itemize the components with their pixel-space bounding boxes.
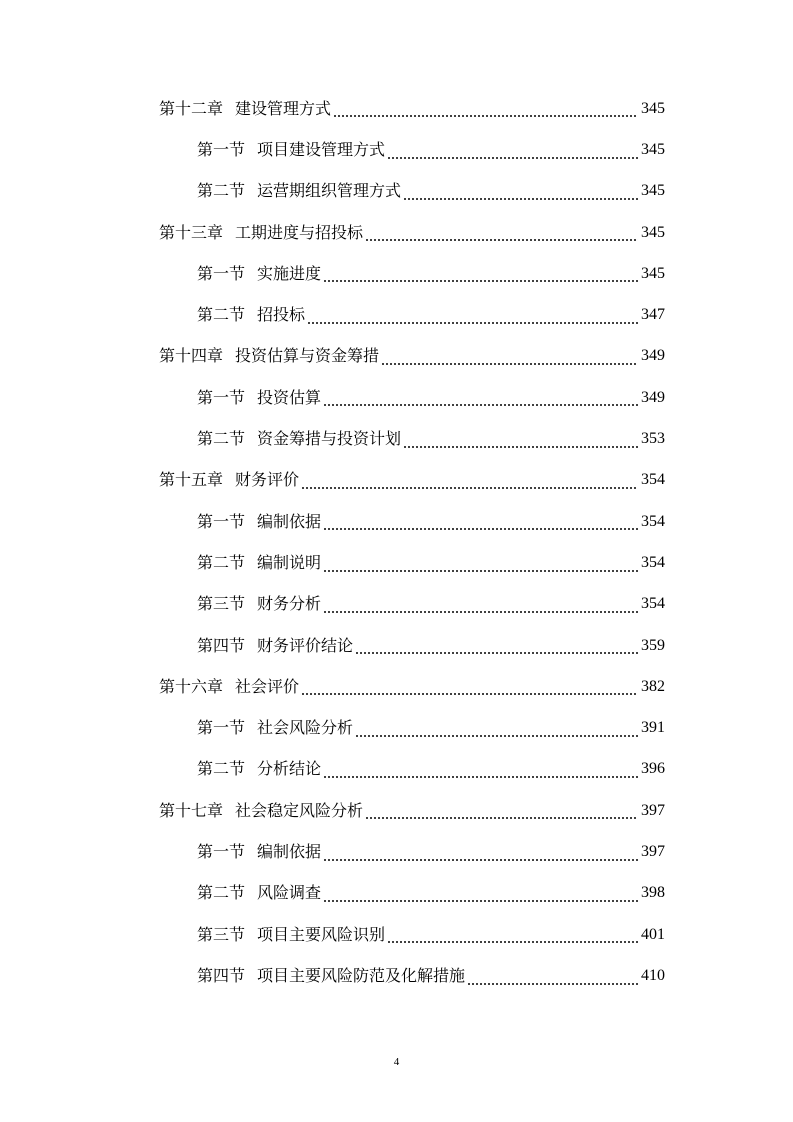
- toc-entry-label: 第十四章: [159, 346, 224, 366]
- toc-chapter-entry[interactable]: [0, 790, 793, 831]
- toc-dot-leader: [467, 983, 638, 985]
- toc-entry-label: 第十三章: [159, 222, 224, 242]
- toc-entry-title: 项目主要风险防范及化解措施: [257, 965, 466, 985]
- toc-chapter-entry[interactable]: [0, 666, 793, 707]
- toc-entry-title: 财务评价结论: [257, 635, 354, 655]
- toc-chapter-entry[interactable]: [0, 336, 793, 377]
- toc-entry-page-number: 354: [641, 512, 665, 530]
- toc-entry-title: 财务分析: [257, 594, 322, 614]
- toc-dot-leader: [333, 115, 638, 117]
- toc-entry-title: 建设管理方式: [235, 98, 332, 118]
- table-of-contents: [0, 88, 793, 997]
- toc-section-entry[interactable]: [0, 501, 793, 542]
- toc-entry-page-number: 382: [641, 677, 665, 695]
- toc-entry-label: 第一节: [197, 139, 246, 159]
- toc-entry-label: 第三节: [197, 924, 246, 944]
- toc-entry-page-number: 396: [641, 760, 665, 778]
- toc-entry-page-number: 345: [641, 99, 665, 117]
- toc-entry-label: 第二节: [197, 552, 246, 572]
- toc-entry-page-number: 397: [641, 801, 665, 819]
- toc-section-entry[interactable]: [0, 253, 793, 294]
- toc-entry-page-number: 401: [641, 925, 665, 943]
- toc-dot-leader: [355, 735, 638, 737]
- toc-section-entry[interactable]: [0, 749, 793, 790]
- toc-entry-page-number: 353: [641, 430, 665, 448]
- toc-entry-label: 第十七章: [159, 800, 224, 820]
- toc-section-entry[interactable]: [0, 914, 793, 955]
- toc-section-entry[interactable]: [0, 294, 793, 335]
- toc-entry-label: 第十六章: [159, 676, 224, 696]
- toc-entry-page-number: 349: [641, 388, 665, 406]
- toc-entry-label: 第二节: [197, 759, 246, 779]
- toc-section-entry[interactable]: [0, 377, 793, 418]
- toc-dot-leader: [355, 652, 638, 654]
- toc-entry-page-number: 397: [641, 842, 665, 860]
- toc-entry-title: 分析结论: [257, 759, 322, 779]
- toc-entry-title: 招投标: [257, 305, 306, 325]
- toc-entry-label: 第一节: [197, 841, 246, 861]
- toc-section-entry[interactable]: [0, 955, 793, 996]
- toc-dot-leader: [403, 198, 638, 200]
- toc-entry-title: 财务评价: [235, 470, 300, 490]
- toc-dot-leader: [323, 528, 638, 530]
- toc-dot-leader: [307, 322, 638, 324]
- toc-entry-page-number: 349: [641, 347, 665, 365]
- toc-chapter-entry[interactable]: [0, 460, 793, 501]
- toc-entry-title: 项目主要风险识别: [257, 924, 386, 944]
- toc-entry-page-number: 345: [641, 264, 665, 282]
- toc-entry-label: 第十二章: [159, 98, 224, 118]
- toc-section-entry[interactable]: [0, 707, 793, 748]
- toc-entry-page-number: 347: [641, 306, 665, 324]
- toc-section-entry[interactable]: [0, 418, 793, 459]
- toc-entry-page-number: 354: [641, 553, 665, 571]
- toc-section-entry[interactable]: [0, 873, 793, 914]
- toc-entry-label: 第一节: [197, 263, 246, 283]
- toc-entry-label: 第二节: [197, 181, 246, 201]
- toc-chapter-entry[interactable]: [0, 88, 793, 129]
- toc-entry-label: 第二节: [197, 305, 246, 325]
- toc-entry-label: 第一节: [197, 387, 246, 407]
- toc-entry-title: 风险调查: [257, 883, 322, 903]
- toc-entry-title: 投资估算: [257, 387, 322, 407]
- toc-entry-label: 第一节: [197, 718, 246, 738]
- toc-entry-page-number: 345: [641, 223, 665, 241]
- toc-entry-page-number: 345: [641, 182, 665, 200]
- toc-entry-page-number: 345: [641, 140, 665, 158]
- toc-entry-label: 第二节: [197, 429, 246, 449]
- toc-entry-label: 第三节: [197, 594, 246, 614]
- toc-entry-label: 第一节: [197, 511, 246, 531]
- toc-entry-title: 资金筹措与投资计划: [257, 429, 402, 449]
- toc-dot-leader: [387, 157, 638, 159]
- toc-entry-label: 第十五章: [159, 470, 224, 490]
- toc-entry-title: 社会稳定风险分析: [235, 800, 364, 820]
- toc-entry-title: 实施进度: [257, 263, 322, 283]
- toc-entry-page-number: 410: [641, 966, 665, 984]
- toc-entry-title: 编制依据: [257, 511, 322, 531]
- toc-dot-leader: [323, 280, 638, 282]
- toc-entry-label: 第四节: [197, 635, 246, 655]
- toc-entry-title: 编制依据: [257, 841, 322, 861]
- toc-entry-title: 社会风险分析: [257, 718, 354, 738]
- toc-section-entry[interactable]: [0, 171, 793, 212]
- toc-dot-leader: [323, 900, 638, 902]
- toc-dot-leader: [403, 446, 638, 448]
- toc-entry-title: 编制说明: [257, 552, 322, 572]
- toc-dot-leader: [301, 487, 638, 489]
- toc-dot-leader: [301, 693, 638, 695]
- toc-entry-title: 投资估算与资金筹措: [235, 346, 380, 366]
- toc-chapter-entry[interactable]: [0, 212, 793, 253]
- toc-entry-title: 工期进度与招投标: [235, 222, 364, 242]
- toc-entry-page-number: 359: [641, 636, 665, 654]
- toc-entry-label: 第四节: [197, 965, 246, 985]
- toc-entry-title: 运营期组织管理方式: [257, 181, 402, 201]
- toc-entry-page-number: 354: [641, 595, 665, 613]
- toc-dot-leader: [323, 404, 638, 406]
- toc-entry-title: 项目建设管理方式: [257, 139, 386, 159]
- toc-entry-page-number: 391: [641, 719, 665, 737]
- toc-section-entry[interactable]: [0, 542, 793, 583]
- footer-page-number: 4: [393, 1056, 400, 1068]
- toc-entry-label: 第二节: [197, 883, 246, 903]
- toc-dot-leader: [323, 776, 638, 778]
- toc-dot-leader: [323, 859, 638, 861]
- toc-dot-leader: [365, 817, 638, 819]
- toc-dot-leader: [323, 570, 638, 572]
- toc-dot-leader: [381, 363, 638, 365]
- toc-entry-title: 社会评价: [235, 676, 300, 696]
- toc-dot-leader: [365, 239, 638, 241]
- toc-dot-leader: [323, 611, 638, 613]
- toc-section-entry[interactable]: [0, 625, 793, 666]
- toc-section-entry[interactable]: [0, 831, 793, 872]
- toc-dot-leader: [387, 941, 638, 943]
- toc-section-entry[interactable]: [0, 584, 793, 625]
- toc-entry-page-number: 398: [641, 884, 665, 902]
- toc-section-entry[interactable]: [0, 129, 793, 170]
- toc-entry-page-number: 354: [641, 471, 665, 489]
